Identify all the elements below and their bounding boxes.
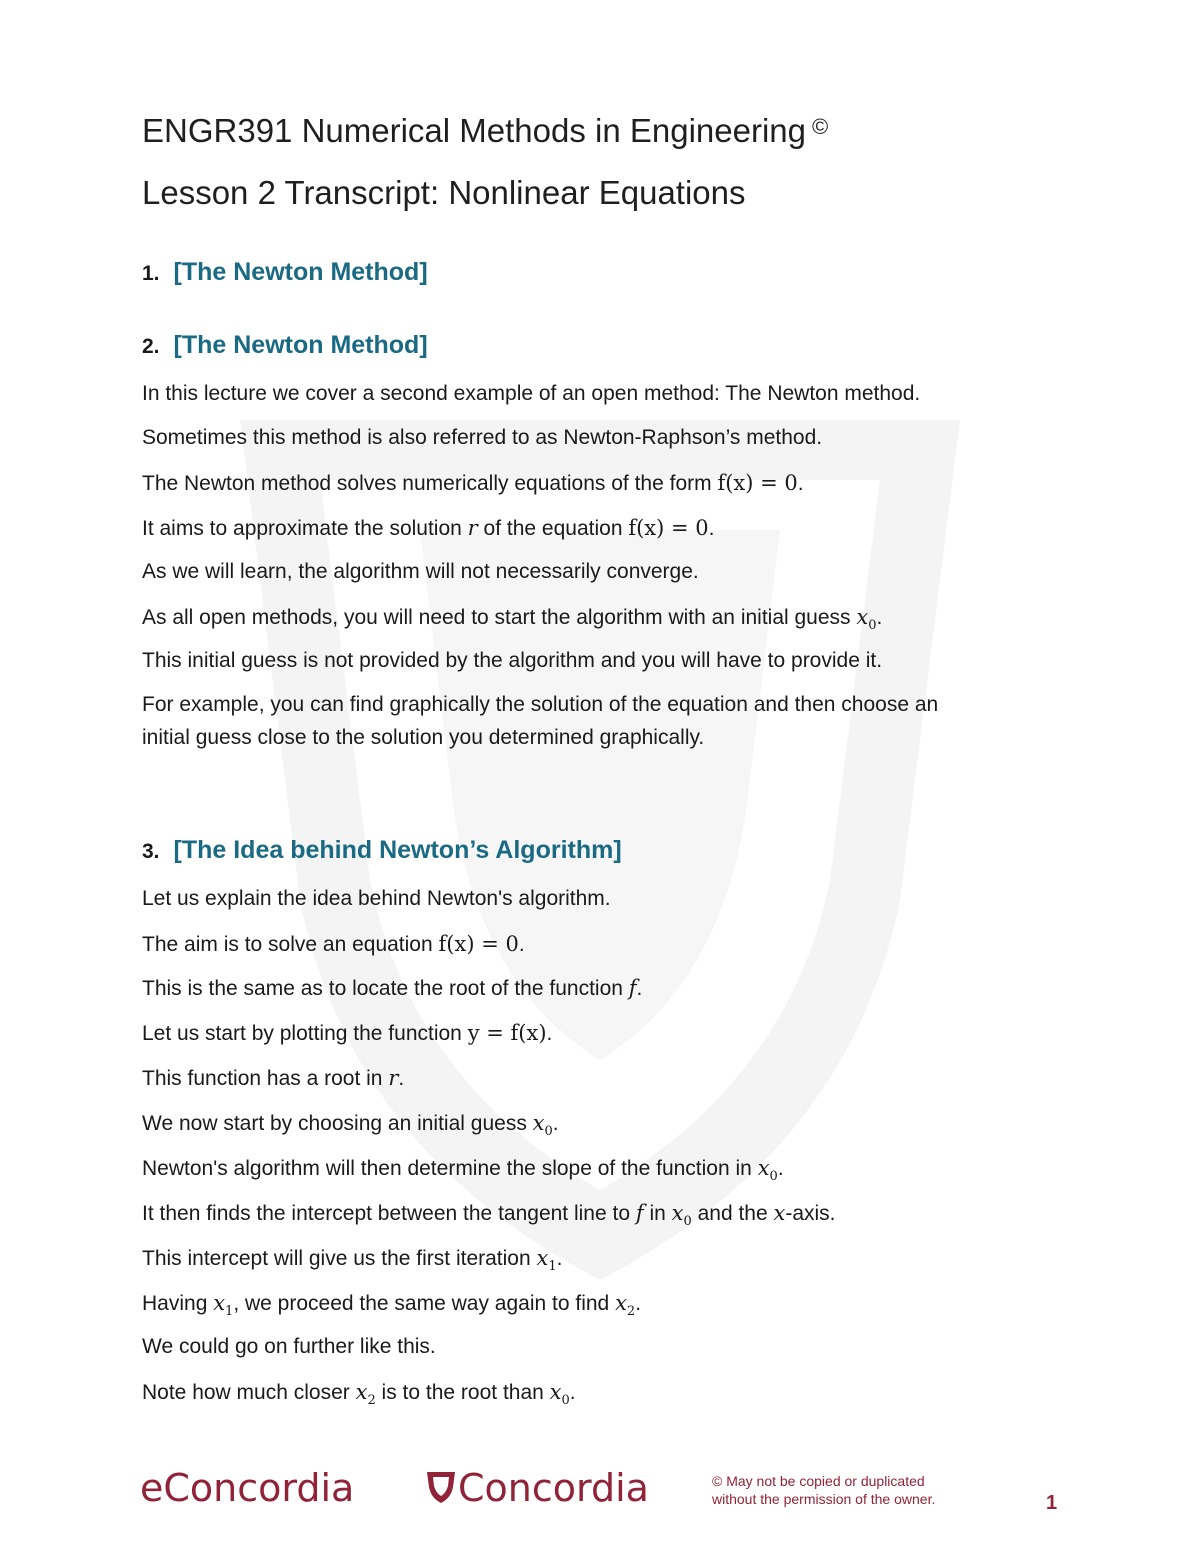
paragraph-line: The aim is to solve an equation f(x) = 0.: [142, 932, 525, 956]
paragraph-line: In this lecture we cover a second example of an open method: The Newton method.: [142, 382, 921, 405]
math-variable: f: [635, 1201, 644, 1225]
math-variable: x: [536, 1246, 549, 1270]
paragraph-line: This is the same as to locate the root of the function f.: [142, 976, 643, 1000]
paragraph-line: Newton's algorithm will then determine the slope of the function in $x_0$.: [142, 1156, 784, 1185]
page-number: 1: [1046, 1492, 1058, 1514]
lesson-subtitle: Lesson 2 Transcript: Nonlinear Equations: [142, 174, 746, 211]
paragraph-line: We could go on further like this.: [142, 1335, 436, 1358]
paragraph-line: This intercept will give us the first iteration $x_1$.: [142, 1246, 563, 1275]
paragraph-line: Let us explain the idea behind Newton's algorithm.: [142, 887, 611, 910]
paragraph-line: The Newton method solves numerically equations of the form f(x) = 0.: [142, 471, 804, 495]
econcordia-logo: eConcordia: [140, 1466, 355, 1510]
paragraph-line: Note how much closer $x_2$ is to the root than $x_0$.: [142, 1380, 576, 1409]
paragraph-line: Having $x_1$, we proceed the same way again to find $x_2$.: [142, 1291, 642, 1320]
paragraph-line: It aims to approximate the solution r of the equation f(x) = 0.: [142, 516, 715, 540]
paragraph-line: Let us start by plotting the function y = f(x).: [142, 1021, 553, 1045]
math-variable: f: [628, 976, 637, 1000]
paragraph-line: As all open methods, you will need to start the algorithm with an initial guess $x_0$.: [142, 605, 883, 634]
math-variable: r: [388, 1066, 399, 1090]
math-variable: r: [467, 516, 478, 540]
math-expression: f(x) = 0: [438, 932, 519, 956]
document-title: ENGR391 Numerical Methods in Engineering ©: [142, 112, 829, 149]
concordia-shield-icon: [426, 1469, 456, 1505]
math-variable: x: [213, 1291, 226, 1315]
math-variable: x: [549, 1380, 562, 1404]
copyright-notice: © May not be copied or duplicated without the permission of the owner.: [712, 1473, 936, 1507]
math-variable: x: [671, 1201, 684, 1225]
concordia-logo: Concordia: [426, 1466, 649, 1510]
math-variable: x: [532, 1111, 545, 1135]
paragraph-line: initial guess close to the solution you determined graphically.: [142, 726, 705, 749]
paragraph-line: This initial guess is not provided by the algorithm and you will have to provide it.: [142, 649, 883, 672]
paragraph-line: We now start by choosing an initial guess $x_0$.: [142, 1111, 559, 1140]
math-expression: f(x) = 0: [717, 471, 798, 495]
paragraph-line: Sometimes this method is also referred to as Newton-Raphson’s method.: [142, 426, 823, 449]
paragraph-line: For example, you can find graphically the solution of the equation and then choose an: [142, 693, 939, 716]
paragraph-line: This function has a root in r.: [142, 1066, 405, 1090]
math-variable: x: [757, 1156, 770, 1180]
section-heading-3: 3. [The Idea behind Newton’s Algorithm]: [142, 836, 622, 864]
paragraph-line: It then finds the intercept between the tangent line to f in $x_0$ and the x-axis.: [142, 1201, 836, 1230]
copyright-symbol: ©: [812, 114, 829, 139]
section-heading-1: 1. [The Newton Method]: [142, 258, 428, 286]
section-heading-2: 2. [The Newton Method]: [142, 331, 428, 359]
paragraph-line: As we will learn, the algorithm will not necessarily converge.: [142, 560, 699, 583]
math-expression: f(x) = 0: [628, 516, 709, 540]
math-variable: x: [856, 605, 869, 629]
math-variable: x: [773, 1201, 786, 1225]
math-expression: y = f(x): [467, 1021, 547, 1045]
math-variable: x: [615, 1291, 627, 1315]
math-variable: x: [355, 1380, 368, 1404]
